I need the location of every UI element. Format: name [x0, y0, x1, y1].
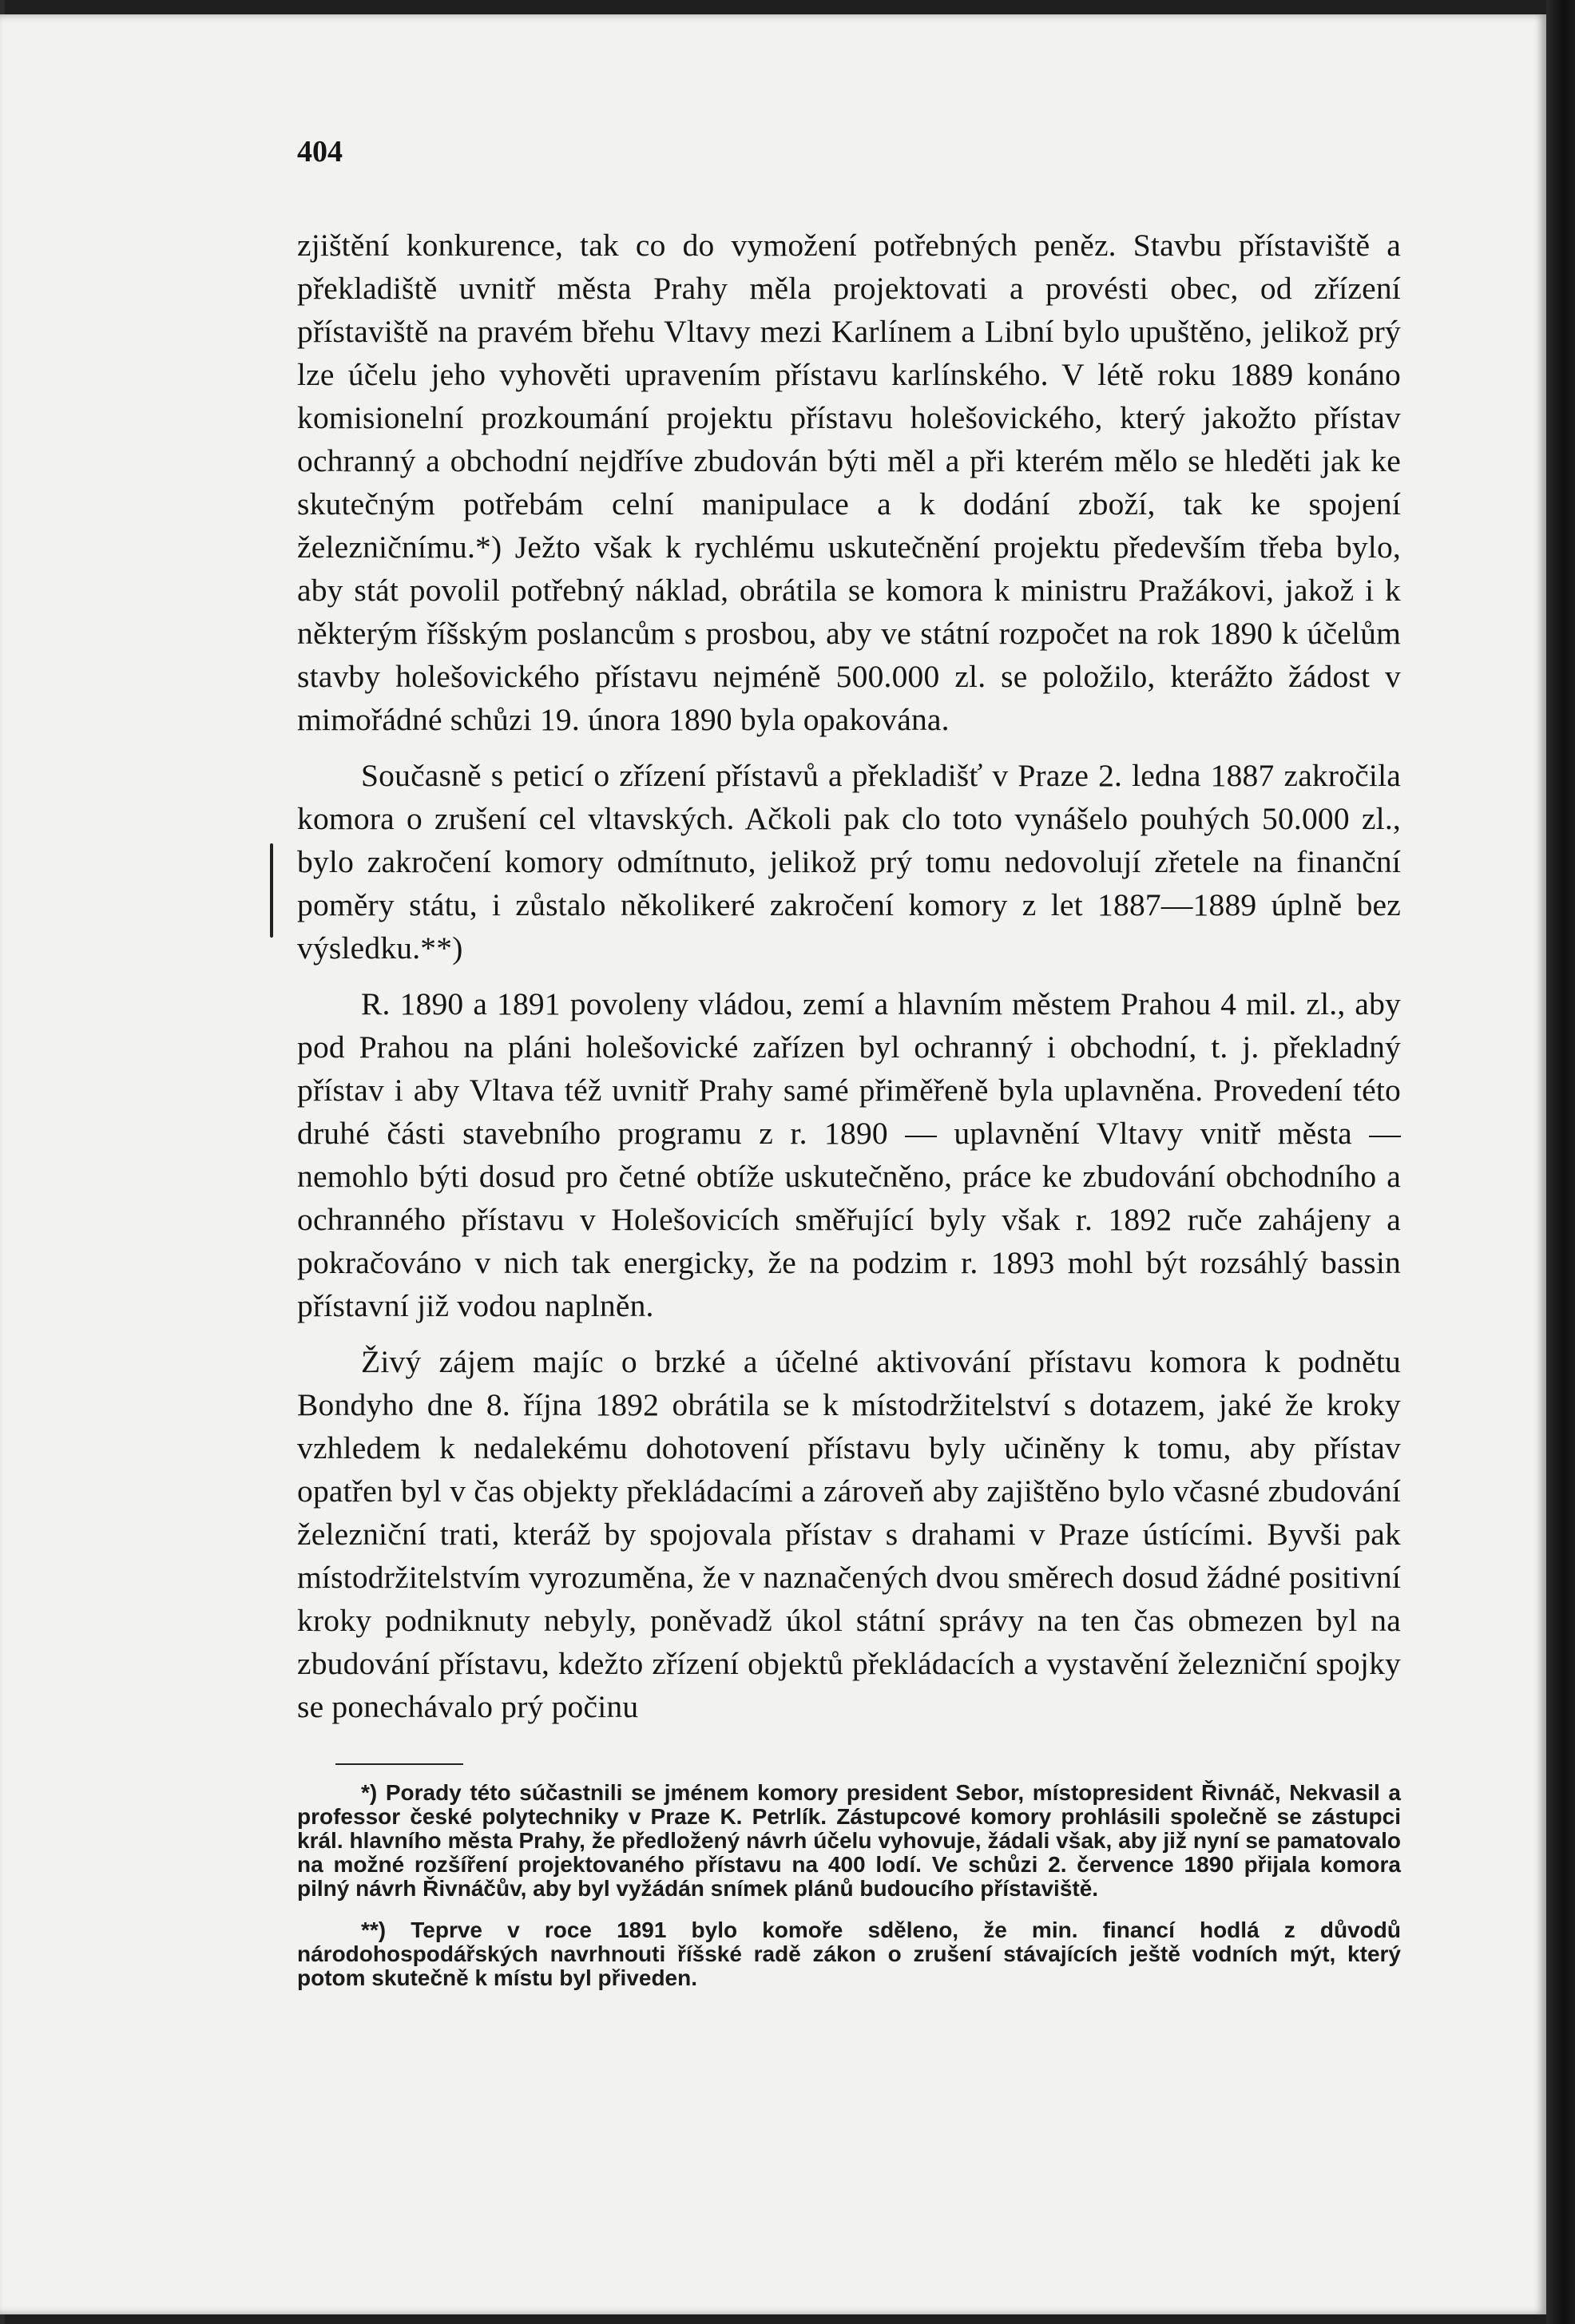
paragraph-3: R. 1890 a 1891 povoleny vládou, zemí a hlavním městem Prahou 4 mil. zl., aby pod Prahou na pláni holešovické zařízen byl ochranný i obchodní, t. j. překladný přístav i aby Vltava též uvnitř Prahy samé přiměřeně byla uplavněna. Provedení této druhé části stavebního programu z r. 1890 — uplavnění Vltavy vnitř města — nemohlo býti dosud pro četné obtíže uskutečněno, práce ke zbudování obchodního a ochranného přístavu v Holešovicích směřující byly však r. 1892 ruče zahájeny a pokračováno v nich tak energicky, že na podzim r. 1893 mohl být rozsáhlý bassin přístavní již vodou naplněn. [297, 986, 1401, 1323]
paragraph-2: Současně s peticí o zřízení přístavů a překladišť v Praze 2. ledna 1887 zakročila komora o zrušení cel vltavských. Ačkoli pak clo toto vynášelo pouhých 50.000 zl., bylo zakročení komory odmítnuto, jelikož prý tomu nedovolují zřetele na finanční poměry státu, i zůstalo několikeré zakročení komory z let 1887—1889 úplně bez výsledku.**) [297, 758, 1401, 966]
right-scan-edge [1546, 0, 1575, 2324]
book-page [0, 14, 1546, 2314]
footnote-2: **) Teprve v roce 1891 bylo komoře sděleno, že min. financí hodlá z důvodů národohospodářských navrhnouti říšské radě zákon o zrušení stávajících ještě vodních mýt, který potom skutečně k místu byl přiveden. [297, 1917, 1401, 1990]
page-number: 404 [297, 135, 343, 169]
paragraph-1: zjištění konkurence, tak co do vymožení potřebných peněz. Stavbu přístaviště a překladiště uvnitř města Prahy měla projektovati a provésti obec, od zřízení přístaviště na pravém břehu Vltavy mezi Karlínem a Libní bylo upuštěno, jelikož prý lze účelu jeho vyhověti upravením přístavu karlínského. V létě roku 1889 konáno komisionelní prozkoumání projektu přístavu holešovického, který jakožto přístav ochranný a obchodní nejdříve zbudován býti měl a při kterém mělo se hleděti jak ke skutečným potřebám celní manipulace a k dodání zboží, tak ke spojení železničnímu.*) Ježto však k rychlému uskutečnění projektu především třeba bylo, aby stát povolil potřebný náklad, obrátila se komora k ministru Pražákovi, jakož i k některým říšským poslancům s prosbou, aby ve státní rozpočet na rok 1890 k účelům stavby holešovického přístavu nejméně 500.000 zl. se položilo, kterážto žádost v mimořádné schůzi 19. února 1890 byla opakována. [297, 228, 1401, 737]
paragraph-4: Živý zájem majíc o brzké a účelné aktivování přístavu komora k podnětu Bondyho dne 8. října 1892 obrátila se k místodržitelství s dotazem, jaké že kroky vzhledem k nedalekému dohotovení přístavu byly učiněny k tomu, aby přístav opatřen byl v čas objekty překládacími a zároveň aby zajištěno bylo včasné zbudování železniční trati, kteráž by spojovala přístav s drahami v Praze ústícími. Byvši pak místodržitelstvím vyrozuměna, že v naznačených dvou směrech dosud žádné positivní kroky podniknuty nebyly, poněvadž úkol státní správy na ten čas obmezen byl na zbudování přístavu, kdežto zřízení objektů překládacích a vystavění železniční spojky se ponechávalo prý počinu [297, 1344, 1401, 1724]
margin-pencil-mark [270, 843, 273, 938]
footnotes [297, 1781, 1401, 2008]
body-text [297, 224, 1401, 1741]
footnote-1: *) Porady této súčastnili se jménem komory president Sebor, místopresident Řivnáč, Nekvasil a professor české polytechniky v Praze K. Petrlík. Zástupcové komory prohlásili společně se zástupci král. hlavního města Prahy, že předložený návrh účelu vyhovuje, žádali však, aby již nyní se pamatovalo na možné rozšíření projektovaného přístavu na 400 lodí. Ve schůzi 2. července 1890 přijala komora pilný návrh Řivnáčův, aby byl vyžádán snímek plánů budoucího přístaviště. [297, 1780, 1401, 1901]
footnote-separator [335, 1763, 463, 1765]
